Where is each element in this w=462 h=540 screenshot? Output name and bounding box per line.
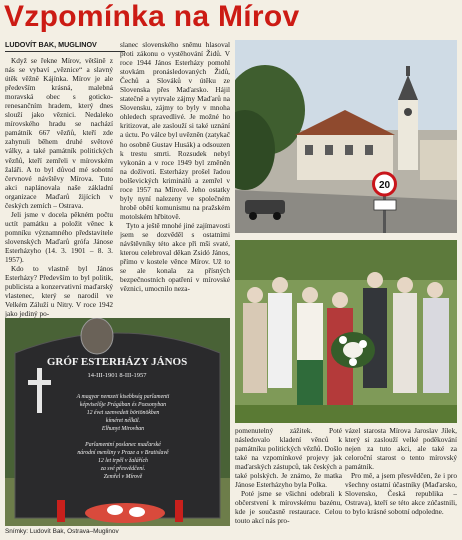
ceremony-illustration xyxy=(235,240,457,423)
article-title: Vzpomínka na Mírov xyxy=(4,0,300,33)
paragraph: Pro mě, a jsem přesvědčen, že i pro všechny ostatní účastníky (Maďarsko, Slovensko, Česká republika – Ostrava), kteří se této akce zúčastnili, to bylo krásné sobotní odpoledne. xyxy=(345,471,457,517)
text-column-2 xyxy=(120,40,230,322)
photo-ceremony xyxy=(235,240,457,423)
plaque-line: 12 let trpěl v žalářích xyxy=(98,458,148,464)
plaque-line: Parlamentní poslanec maďarské xyxy=(85,442,161,448)
plaque-line: képviselője Prágában és Pozsonyban xyxy=(79,402,167,408)
photo-castle-village xyxy=(235,40,457,233)
paragraph: slanec slovenského sněmu hlasoval proti zákonu o vystěhování Židů. V roce 1944 János Esterházy pomohl stovkám pronásledovaných Židů, Čechů a Slováků v útěku ze Slovenska přes Maďarsko. Hájil statečně a vytrvale zájmy Maďarů na Slovensku, zájmy to byly v mnoha ohledech spravedlivé. Je možné ho kritizovat, ale zaslouží si také uznání a úctu. Po válce byl uvězněn (zatykač ho osobně Gustav Husák) a odsouzen k trestu smrti. Rozsudek nebyl vykonán a v roce 1949 byl změněn na doživotí. Esterházy prošel řadou bolševických kriminálů a zemřel v roce 1957 na Mírově. Jeho ostatky byly nyní nalezeny ve společném hrobě obětí komunismu na pražském motolském hřbitově. xyxy=(120,40,230,221)
byline: LUDOVÍT BAK, MUGLINOV xyxy=(5,40,125,52)
paragraph: Když se řekne Mírov, většině z nás se vybaví „věznice“ a slavný útěk věžně Kájínka. Mírov je ale především krásná, malebná moravská obec s goticko-renesančním hradem, který dnes slouží jako věznici. Nedaleko mírovského hradu se nachází památník 667 vězňů, kteří zde zahynuli během druhé světové války, a také památník politických vězňů, kteří zemřeli v mírovském žaláři. A to byl důvod mé sobotní červnové návštěvy Mírova. Tuto akci naplánovala naše základní organizace Maďarů žijících v českých zemích – Ostrava. xyxy=(5,56,113,210)
text-column-3 xyxy=(235,426,342,536)
paragraph: pomenutelný zážitek. Poté následovalo kladení věnců k památníku politických vězňů. Došlo také na vzpomínkové projevy jak maďarských zástupců, tak českých a také polských. Je známo, že matka Jánose Esterházyho byla Polka. xyxy=(235,426,342,490)
text-column-4 xyxy=(345,426,457,536)
paragraph: Tyto a ještě mnohé jiné zajímavosti jsem se dozvěděl s ostatními návštěvníky této akce při mši svaté, kterou celebroval děkan Zsidó János, přímo v kostele věnce Mírov. Už to se ale konala za přísných bezpečnostních opatření v mírovské věznici, umocnilo neza- xyxy=(120,220,230,294)
plaque-line: Zemřel v Mírově xyxy=(103,474,143,480)
plaque-line: 12 évet szenvedett börtönökben xyxy=(86,410,160,416)
paragraph: vázel starosta Mírova Jaroslav Jílek, který si zaslouží velké poděkování nejen za tuto akci, ale také za celoroční starost o tento mírovský památník. xyxy=(345,426,457,472)
plaque-line: A magyar nemzeti kisebbség parlamenti xyxy=(76,394,170,400)
text-column-1 xyxy=(5,56,113,320)
paragraph: Poté jsme se všichni odebrali k občerstvení k mírovskému bazénu, kde je současně restaurace. Celou touto akcí nás pro- xyxy=(235,489,342,526)
memorial-illustration xyxy=(5,318,230,526)
plaque-line: za své přesvědčení. xyxy=(100,466,146,472)
plaque-line: národní menšiny v Praze a v Bratislavě xyxy=(77,450,169,456)
plaque-line: kíméret nélkül. xyxy=(105,418,141,424)
speed-sign-label: 20 xyxy=(378,180,391,191)
castle-village-illustration xyxy=(235,40,457,233)
plaque-line: Elhunyt Mirovban xyxy=(101,426,145,432)
plaque-name: GRÓF ESTERHÁZY JÁNOS xyxy=(46,356,188,368)
paragraph: Kdo to vlastně byl János Esterházy? Především to byl politik, publicista a konzervativní maďarský vlastenec, který se narodil ve Velkém Záluží u Nitry. V roce 1942 jako jediný po- xyxy=(5,264,113,319)
photo-memorial-plaque xyxy=(5,318,230,526)
photo-credit: Snímky: Ludovít Bak, Ostrava–Muglinov xyxy=(5,528,119,535)
plaque-dates: 14-III-1901 8-III-1957 xyxy=(87,372,147,379)
paragraph: Jeli jsme v docela pěkném počtu uctít památku a položit věnec k pomníku významného představitele slovenských Maďarů grófa Jánose Esterházyho (14. 3. 1901 – 8. 3. 1957). xyxy=(5,209,113,265)
